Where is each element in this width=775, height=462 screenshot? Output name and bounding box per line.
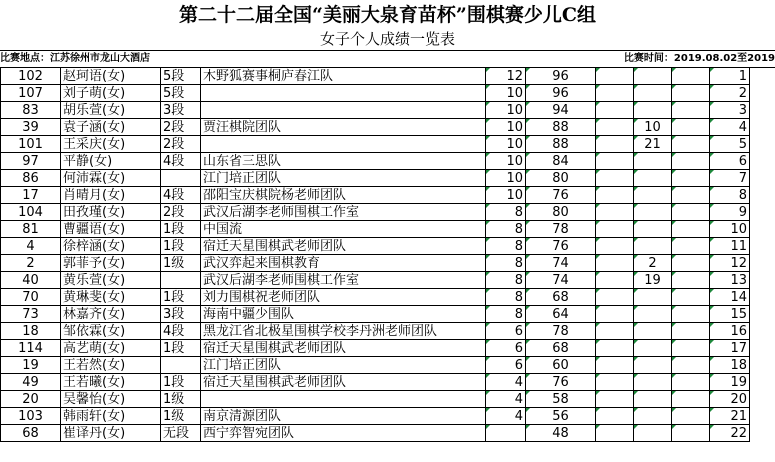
tiebreak-2-cell[interactable]: 10 [634,119,672,136]
tiebreak-3-cell[interactable] [672,221,710,238]
rank-cell[interactable]: 4段 [161,153,201,170]
team-cell[interactable]: 武汉后湖李老师围棋工作室 [201,272,486,289]
player-number-cell[interactable]: 49 [1,374,61,391]
score-cell[interactable]: 10 [486,170,526,187]
team-cell[interactable]: 江门培正团队 [201,170,486,187]
place-cell[interactable]: 17 [710,340,750,357]
place-cell[interactable]: 18 [710,357,750,374]
player-name-cell[interactable]: 郭菲予(女) [61,255,161,272]
place-cell[interactable]: 20 [710,391,750,408]
points-cell[interactable]: 78 [526,323,596,340]
tiebreak-2-cell[interactable]: 2 [634,255,672,272]
info-row [0,50,775,68]
team-cell[interactable] [201,85,486,102]
tiebreak-1-cell[interactable] [596,408,634,425]
tiebreak-1-cell[interactable] [596,136,634,153]
player-name-cell[interactable]: 曹疆语(女) [61,221,161,238]
tiebreak-1-cell[interactable] [596,272,634,289]
tiebreak-3-cell[interactable] [672,153,710,170]
tiebreak-3-cell[interactable] [672,255,710,272]
score-cell[interactable]: 8 [486,255,526,272]
tiebreak-3-cell[interactable] [672,306,710,323]
table-row[interactable] [1,187,750,204]
rank-cell[interactable]: 3段 [161,102,201,119]
team-cell[interactable]: 贾汪棋院团队 [201,119,486,136]
points-cell[interactable]: 80 [526,170,596,187]
points-cell[interactable]: 80 [526,204,596,221]
tiebreak-2-cell[interactable] [634,408,672,425]
player-name-cell[interactable]: 王若曦(女) [61,374,161,391]
tiebreak-1-cell[interactable] [596,170,634,187]
player-name-cell[interactable]: 吴馨怡(女) [61,391,161,408]
rank-cell[interactable]: 5段 [161,85,201,102]
place-cell[interactable]: 10 [710,221,750,238]
score-cell[interactable]: 8 [486,238,526,255]
place-cell[interactable]: 19 [710,374,750,391]
player-name-cell[interactable]: 韩雨轩(女) [61,408,161,425]
table-row[interactable] [1,425,750,442]
tiebreak-2-cell[interactable] [634,340,672,357]
place-cell[interactable]: 8 [710,187,750,204]
player-name-cell[interactable]: 邹依霖(女) [61,323,161,340]
player-name-cell[interactable]: 王采庆(女) [61,136,161,153]
tiebreak-2-cell[interactable] [634,238,672,255]
points-cell[interactable]: 74 [526,272,596,289]
player-name-cell[interactable]: 崔译丹(女) [61,425,161,442]
points-cell[interactable]: 76 [526,374,596,391]
rank-cell[interactable]: 1级 [161,255,201,272]
place-cell[interactable]: 21 [710,408,750,425]
place-cell[interactable]: 1 [710,68,750,85]
player-name-cell[interactable]: 黄乐萱(女) [61,272,161,289]
tiebreak-3-cell[interactable] [672,85,710,102]
team-cell[interactable]: 山东省三思队 [201,153,486,170]
tiebreak-3-cell[interactable] [672,289,710,306]
team-cell[interactable]: 木野狐赛事桐庐春江队 [201,68,486,85]
tiebreak-1-cell[interactable] [596,289,634,306]
rank-cell[interactable]: 1级 [161,391,201,408]
table-row[interactable] [1,272,750,289]
results-table [0,67,750,442]
player-number-cell[interactable]: 68 [1,425,61,442]
score-cell[interactable]: 10 [486,119,526,136]
player-number-cell[interactable]: 70 [1,289,61,306]
score-cell[interactable]: 8 [486,289,526,306]
tiebreak-2-cell[interactable] [634,391,672,408]
place-cell[interactable]: 12 [710,255,750,272]
player-number-cell[interactable]: 81 [1,221,61,238]
page-subtitle: 女子个人成绩一览表 [319,30,455,48]
table-row[interactable] [1,374,750,391]
team-cell[interactable]: 宿迁天星围棋武老师团队 [201,238,486,255]
place-cell[interactable]: 16 [710,323,750,340]
table-row[interactable] [1,102,750,119]
team-cell[interactable]: 南京清源团队 [201,408,486,425]
tiebreak-1-cell[interactable] [596,340,634,357]
rank-cell[interactable]: 4段 [161,187,201,204]
team-cell[interactable]: 宿迁天星围棋武老师团队 [201,340,486,357]
score-cell[interactable]: 4 [486,374,526,391]
tiebreak-3-cell[interactable] [672,170,710,187]
tiebreak-2-cell[interactable] [634,221,672,238]
rank-cell[interactable] [161,272,201,289]
tiebreak-2-cell[interactable] [634,425,672,442]
rank-cell[interactable]: 1级 [161,408,201,425]
points-cell[interactable]: 96 [526,68,596,85]
rank-cell[interactable]: 1段 [161,221,201,238]
score-cell[interactable]: 10 [486,153,526,170]
rank-cell[interactable]: 2段 [161,136,201,153]
score-cell[interactable]: 8 [486,306,526,323]
tiebreak-1-cell[interactable] [596,119,634,136]
rank-cell[interactable]: 1段 [161,289,201,306]
score-cell[interactable]: 12 [486,68,526,85]
score-cell[interactable]: 10 [486,85,526,102]
page-title: 第二十二届全国“美丽大泉育苗杯”围棋赛少儿C组 [179,4,596,26]
points-cell[interactable]: 88 [526,119,596,136]
score-cell[interactable]: 10 [486,187,526,204]
player-name-cell[interactable]: 黄琳斐(女) [61,289,161,306]
tiebreak-2-cell[interactable] [634,68,672,85]
tiebreak-1-cell[interactable] [596,153,634,170]
player-number-cell[interactable]: 19 [1,357,61,374]
team-cell[interactable] [201,136,486,153]
place-cell[interactable]: 2 [710,85,750,102]
team-cell[interactable]: 宿迁天星围棋武老师团队 [201,374,486,391]
player-number-cell[interactable]: 97 [1,153,61,170]
score-cell[interactable]: 6 [486,323,526,340]
points-cell[interactable]: 48 [526,425,596,442]
table-row[interactable] [1,170,750,187]
rank-cell[interactable]: 1段 [161,238,201,255]
tiebreak-1-cell[interactable] [596,238,634,255]
score-cell[interactable]: 8 [486,272,526,289]
points-cell[interactable]: 76 [526,238,596,255]
rank-cell[interactable]: 4段 [161,323,201,340]
place-cell[interactable]: 11 [710,238,750,255]
points-cell[interactable]: 94 [526,102,596,119]
points-cell[interactable]: 76 [526,187,596,204]
rank-cell[interactable] [161,170,201,187]
tiebreak-1-cell[interactable] [596,374,634,391]
player-number-cell[interactable]: 104 [1,204,61,221]
player-name-cell[interactable]: 田孜瑾(女) [61,204,161,221]
tiebreak-2-cell[interactable] [634,374,672,391]
player-number-cell[interactable]: 40 [1,272,61,289]
tiebreak-2-cell[interactable]: 21 [634,136,672,153]
tiebreak-3-cell[interactable] [672,204,710,221]
player-number-cell[interactable]: 2 [1,255,61,272]
tiebreak-3-cell[interactable] [672,102,710,119]
tiebreak-1-cell[interactable] [596,68,634,85]
table-row[interactable] [1,289,750,306]
score-cell[interactable]: 8 [486,221,526,238]
team-cell[interactable]: 江门培正团队 [201,357,486,374]
player-number-cell[interactable]: 4 [1,238,61,255]
tiebreak-3-cell[interactable] [672,340,710,357]
player-name-cell[interactable]: 刘子萌(女) [61,85,161,102]
tiebreak-1-cell[interactable] [596,425,634,442]
tiebreak-1-cell[interactable] [596,187,634,204]
tiebreak-2-cell[interactable] [634,306,672,323]
points-cell[interactable]: 84 [526,153,596,170]
tiebreak-2-cell[interactable] [634,102,672,119]
table-row[interactable] [1,136,750,153]
rank-cell[interactable]: 2段 [161,119,201,136]
table-row[interactable] [1,68,750,85]
rank-cell[interactable]: 无段 [161,425,201,442]
place-cell[interactable]: 5 [710,136,750,153]
score-cell[interactable]: 8 [486,204,526,221]
tiebreak-1-cell[interactable] [596,323,634,340]
team-cell[interactable]: 武汉后湖李老师围棋工作室 [201,204,486,221]
tiebreak-3-cell[interactable] [672,272,710,289]
player-number-cell[interactable]: 102 [1,68,61,85]
rank-cell[interactable]: 3段 [161,306,201,323]
team-cell[interactable]: 海南中疆少围队 [201,306,486,323]
score-cell[interactable]: 6 [486,357,526,374]
tiebreak-2-cell[interactable] [634,170,672,187]
tiebreak-1-cell[interactable] [596,306,634,323]
team-cell[interactable]: 刘力围棋祝老师团队 [201,289,486,306]
player-number-cell[interactable]: 17 [1,187,61,204]
player-name-cell[interactable]: 高艺萌(女) [61,340,161,357]
player-number-cell[interactable]: 101 [1,136,61,153]
tiebreak-3-cell[interactable] [672,238,710,255]
tiebreak-1-cell[interactable] [596,357,634,374]
points-cell[interactable]: 96 [526,85,596,102]
tiebreak-1-cell[interactable] [596,204,634,221]
team-cell[interactable] [201,102,486,119]
player-name-cell[interactable]: 徐梓涵(女) [61,238,161,255]
place-cell[interactable]: 15 [710,306,750,323]
table-row[interactable] [1,408,750,425]
points-cell[interactable]: 78 [526,221,596,238]
tiebreak-2-cell[interactable] [634,85,672,102]
score-cell[interactable]: 4 [486,391,526,408]
player-number-cell[interactable]: 39 [1,119,61,136]
score-cell[interactable]: 10 [486,136,526,153]
tiebreak-2-cell[interactable] [634,357,672,374]
player-name-cell[interactable]: 赵珂语(女) [61,68,161,85]
tiebreak-3-cell[interactable] [672,374,710,391]
table-row[interactable] [1,85,750,102]
results-body [1,68,750,442]
player-name-cell[interactable]: 肖晴月(女) [61,187,161,204]
player-number-cell[interactable]: 114 [1,340,61,357]
score-cell[interactable]: 4 [486,408,526,425]
place-cell[interactable]: 9 [710,204,750,221]
player-number-cell[interactable]: 18 [1,323,61,340]
player-number-cell[interactable]: 20 [1,391,61,408]
tiebreak-2-cell[interactable] [634,187,672,204]
table-row[interactable] [1,357,750,374]
points-cell[interactable]: 64 [526,306,596,323]
score-cell[interactable] [486,425,526,442]
venue-text: 比赛地点：江苏徐州市龙山大酒店 [0,53,150,64]
tiebreak-2-cell[interactable] [634,204,672,221]
team-cell[interactable]: 黑龙江省北极星围棋学校李丹洲老师团队 [201,323,486,340]
points-cell[interactable]: 58 [526,391,596,408]
player-number-cell[interactable]: 83 [1,102,61,119]
tiebreak-1-cell[interactable] [596,221,634,238]
team-cell[interactable] [201,391,486,408]
place-cell[interactable]: 4 [710,119,750,136]
team-cell[interactable]: 西宁弈智宛团队 [201,425,486,442]
player-name-cell[interactable]: 袁子涵(女) [61,119,161,136]
tiebreak-3-cell[interactable] [672,323,710,340]
place-cell[interactable]: 14 [710,289,750,306]
points-cell[interactable]: 74 [526,255,596,272]
place-cell[interactable]: 6 [710,153,750,170]
date-text: 比赛时间：2019.08.02至2019 [623,53,775,64]
player-name-cell[interactable]: 林嘉齐(女) [61,306,161,323]
tiebreak-3-cell[interactable] [672,425,710,442]
tiebreak-3-cell[interactable] [672,119,710,136]
player-name-cell[interactable]: 平静(女) [61,153,161,170]
points-cell[interactable]: 56 [526,408,596,425]
team-cell[interactable]: 武汉弈起来围棋教育 [201,255,486,272]
rank-cell[interactable] [161,357,201,374]
table-row[interactable] [1,238,750,255]
team-cell[interactable]: 邵阳宝庆棋院杨老师团队 [201,187,486,204]
player-name-cell[interactable]: 王若然(女) [61,357,161,374]
table-row[interactable] [1,119,750,136]
points-cell[interactable]: 68 [526,340,596,357]
tiebreak-1-cell[interactable] [596,85,634,102]
tiebreak-3-cell[interactable] [672,136,710,153]
rank-cell[interactable]: 1段 [161,340,201,357]
points-cell[interactable]: 68 [526,289,596,306]
score-cell[interactable]: 10 [486,102,526,119]
table-row[interactable] [1,204,750,221]
place-cell[interactable]: 22 [710,425,750,442]
rank-cell[interactable]: 2段 [161,204,201,221]
score-cell[interactable]: 6 [486,340,526,357]
table-row[interactable] [1,255,750,272]
points-cell[interactable]: 88 [526,136,596,153]
tiebreak-3-cell[interactable] [672,391,710,408]
tiebreak-1-cell[interactable] [596,102,634,119]
tiebreak-3-cell[interactable] [672,357,710,374]
player-number-cell[interactable]: 103 [1,408,61,425]
table-row[interactable] [1,340,750,357]
tiebreak-3-cell[interactable] [672,187,710,204]
tiebreak-2-cell[interactable] [634,323,672,340]
tiebreak-3-cell[interactable] [672,68,710,85]
table-row[interactable] [1,221,750,238]
player-number-cell[interactable]: 86 [1,170,61,187]
player-number-cell[interactable]: 73 [1,306,61,323]
team-cell[interactable]: 中国流 [201,221,486,238]
player-name-cell[interactable]: 胡乐萱(女) [61,102,161,119]
place-cell[interactable]: 13 [710,272,750,289]
place-cell[interactable]: 3 [710,102,750,119]
points-cell[interactable]: 60 [526,357,596,374]
tiebreak-1-cell[interactable] [596,255,634,272]
tiebreak-2-cell[interactable] [634,289,672,306]
tiebreak-2-cell[interactable]: 19 [634,272,672,289]
tiebreak-2-cell[interactable] [634,153,672,170]
table-row[interactable] [1,306,750,323]
place-cell[interactable]: 7 [710,170,750,187]
table-row[interactable] [1,391,750,408]
player-name-cell[interactable]: 何沛霖(女) [61,170,161,187]
rank-cell[interactable]: 1段 [161,374,201,391]
rank-cell[interactable]: 5段 [161,68,201,85]
table-row[interactable] [1,323,750,340]
tiebreak-1-cell[interactable] [596,391,634,408]
tiebreak-3-cell[interactable] [672,408,710,425]
table-row[interactable] [1,153,750,170]
player-number-cell[interactable]: 107 [1,85,61,102]
